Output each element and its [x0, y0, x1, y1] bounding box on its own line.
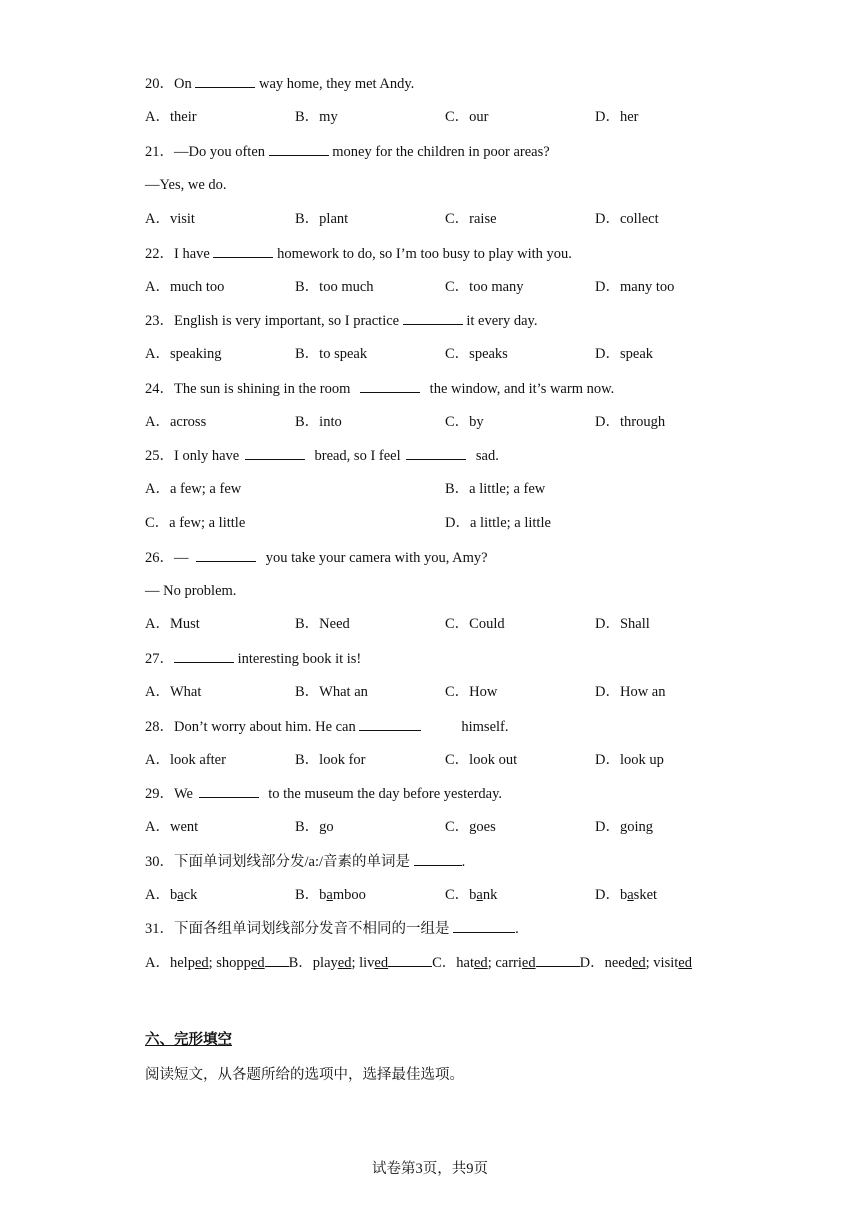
answer-blank: [360, 379, 420, 393]
question-26-reply: — No problem.: [145, 583, 237, 599]
option-29d: D．going: [595, 819, 654, 835]
option-31c: C．hated; carried: [432, 955, 579, 971]
option-25c: C．a few; a little: [145, 515, 246, 531]
option-30b: B．bamboo: [295, 887, 366, 903]
option-27b: B．What an: [295, 684, 368, 700]
question-21-stem: 21．—Do you often money for the children in poor areas?: [145, 144, 550, 160]
question-28-stem: 28．Don’t worry about him. He can himself.: [145, 719, 509, 735]
option-26c: C．Could: [445, 616, 505, 632]
option-24b: B．into: [295, 414, 342, 430]
question-25-stem: 25．I only have bread, so I feel sad.: [145, 448, 499, 464]
option-26b: B．Need: [295, 616, 350, 632]
option-29c: C．goes: [445, 819, 496, 835]
option-20b: B．my: [295, 109, 338, 125]
option-24c: C．by: [445, 414, 484, 430]
answer-blank: [269, 142, 329, 156]
option-30c: C．bank: [445, 887, 498, 903]
option-29b: B．go: [295, 819, 334, 835]
question-22-stem: 22．I have homework to do, so I’m too busy to play with you.: [145, 246, 572, 262]
option-25b: B．a little; a few: [445, 481, 546, 497]
answer-blank: [213, 244, 273, 258]
answer-blank: [174, 649, 234, 663]
question-26-stem: 26．— you take your camera with you, Amy?: [145, 550, 488, 566]
option-22c: C．too many: [445, 279, 524, 295]
answer-blank: [359, 717, 421, 731]
option-29a: A．went: [145, 819, 199, 835]
option-23d: D．speak: [595, 346, 653, 362]
section-title: 六、完形填空: [145, 1032, 232, 1048]
option-31a: A．helped; shopped: [145, 955, 289, 971]
option-21d: D．collect: [595, 211, 659, 227]
answer-blank: [414, 852, 462, 866]
answer-blank: [403, 311, 463, 325]
option-24a: A．across: [145, 414, 207, 430]
option-22b: B．too much: [295, 279, 374, 295]
option-22a: A．much too: [145, 279, 225, 295]
answer-blank: [453, 919, 515, 933]
option-21a: A．visit: [145, 211, 195, 227]
option-23a: A．speaking: [145, 346, 222, 362]
option-31b: B．played; lived: [289, 955, 432, 971]
answer-blank: [196, 548, 256, 562]
option-27d: D．How an: [595, 684, 666, 700]
option-30a: A．back: [145, 887, 198, 903]
option-25d: D．a little; a little: [445, 515, 551, 531]
question-27-stem: 27． interesting book it is!: [145, 651, 362, 667]
option-28a: A．look after: [145, 752, 226, 768]
option-27c: C．How: [445, 684, 498, 700]
option-23c: C．speaks: [445, 346, 508, 362]
option-27a: A．What: [145, 684, 202, 700]
question-21-reply: —Yes, we do.: [145, 177, 227, 193]
question-30-stem: 30．下面单词划线部分发/a:/音素的单词是 .: [145, 854, 466, 870]
option-26a: A．Must: [145, 616, 200, 632]
option-28d: D．look up: [595, 752, 664, 768]
question-31-stem: 31．下面各组单词划线部分发音不相同的一组是 .: [145, 921, 519, 937]
option-28b: B．look for: [295, 752, 366, 768]
question-23-stem: 23．English is very important, so I practice it every day.: [145, 313, 538, 329]
question-20-stem: 20．On way home, they met Andy.: [145, 76, 415, 92]
option-21c: C．raise: [445, 211, 497, 227]
option-20d: D．her: [595, 109, 639, 125]
answer-blank: [245, 446, 305, 460]
answer-blank: [199, 784, 259, 798]
question-31-options: [145, 953, 692, 972]
option-31d: D．needed; visited: [579, 955, 692, 971]
option-20a: A．their: [145, 109, 197, 125]
question-29-stem: 29．We to the museum the day before yesterday.: [145, 786, 503, 802]
question-24-stem: 24．The sun is shining in the room the window, and it’s warm now.: [145, 381, 615, 397]
option-20c: C．our: [445, 109, 489, 125]
option-28c: C．look out: [445, 752, 518, 768]
option-21b: B．plant: [295, 211, 349, 227]
answer-blank: [195, 74, 255, 88]
option-23b: B．to speak: [295, 346, 368, 362]
page-footer: 试卷第3页，共9页: [372, 1161, 488, 1177]
section-instruction: 阅读短文，从各题所给的选项中，选择最佳选项。: [145, 1067, 464, 1083]
option-24d: D．through: [595, 414, 666, 430]
answer-blank: [406, 446, 466, 460]
option-30d: D．basket: [595, 887, 658, 903]
option-26d: D．Shall: [595, 616, 650, 632]
option-22d: D．many too: [595, 279, 675, 295]
option-25a: A．a few; a few: [145, 481, 242, 497]
